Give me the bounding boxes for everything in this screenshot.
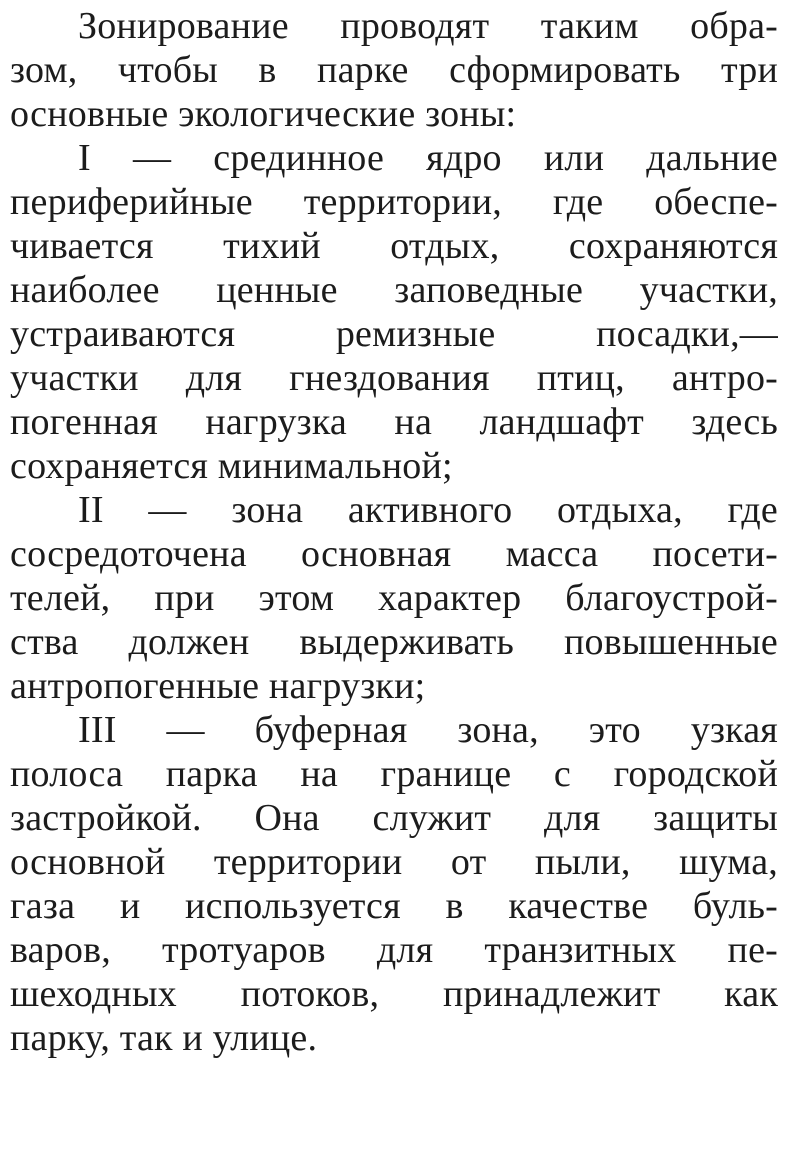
text-line: основной территории от пыли, шума, [10, 841, 778, 883]
text-line: парку, так и улице. [10, 1017, 318, 1059]
text-line: газа и используется в качестве буль- [10, 885, 778, 927]
text-line: ства должен выдерживать повышенные [10, 621, 778, 663]
text-line: застройкой. Она служит для защиты [10, 797, 778, 839]
text-line: III — буферная зона, это узкая [78, 709, 778, 751]
text-line: антропогенные нагрузки; [10, 665, 426, 707]
document-page [10, 4, 778, 1060]
text-line: погенная нагрузка на ландшафт здесь [10, 401, 778, 443]
text-line: I — срединное ядро или дальние [78, 137, 778, 179]
paragraph-zone-3 [10, 708, 778, 1060]
text-line: наиболее ценные заповедные участки, [10, 269, 778, 311]
text-line: сосредоточена основная масса посети- [10, 533, 778, 575]
paragraph-intro [10, 4, 778, 136]
text-line: устраиваются ремизные посадки,— [10, 313, 778, 355]
text-line: чивается тихий отдых, сохраняются [10, 225, 778, 267]
paragraph-zone-1 [10, 136, 778, 488]
text-line: зом, чтобы в парке сформировать три [10, 49, 778, 91]
text-line: участки для гнездования птиц, антро- [10, 357, 778, 399]
text-line: шеходных потоков, принадлежит как [10, 973, 778, 1015]
text-line: II — зона активного отдыха, где [78, 489, 778, 531]
text-line: полоса парка на границе с городской [10, 753, 778, 795]
text-line: телей, при этом характер благоустрой- [10, 577, 778, 619]
text-line: Зонирование проводят таким обра- [78, 5, 778, 47]
text-line: сохраняется минимальной; [10, 445, 453, 487]
text-line: периферийные территории, где обеспе- [10, 181, 778, 223]
text-line: основные экологические зоны: [10, 93, 517, 135]
paragraph-zone-2 [10, 488, 778, 708]
text-line: варов, тротуаров для транзитных пе- [10, 929, 778, 971]
